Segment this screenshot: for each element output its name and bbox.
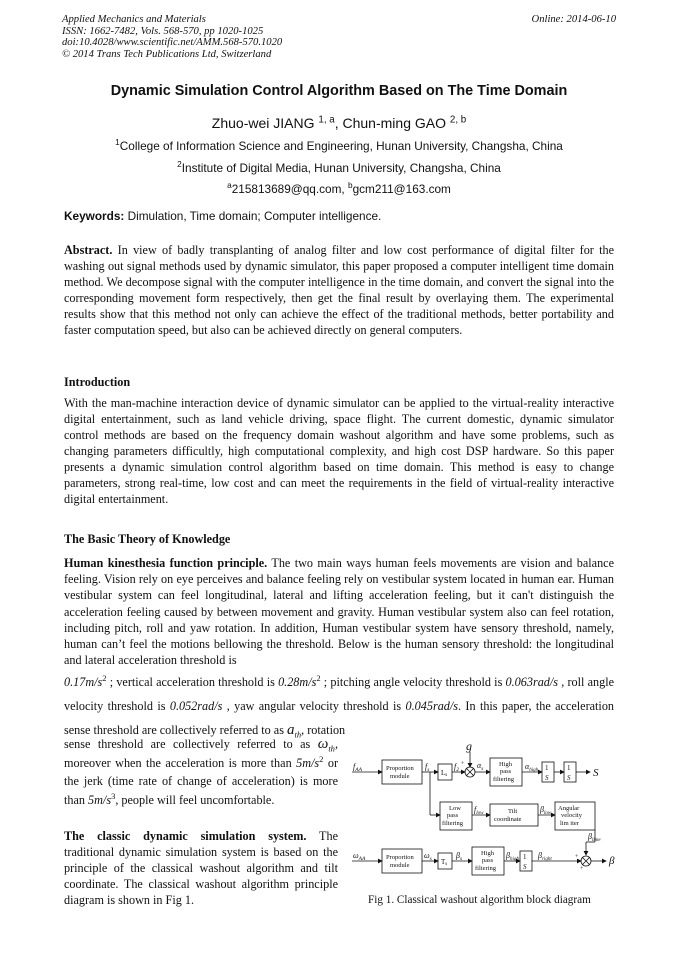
- value-1: 0.17: [64, 675, 86, 689]
- int1a-num: 1: [545, 764, 549, 772]
- kinesthesia-paragraph: [64, 555, 614, 668]
- output-beta: β: [609, 855, 615, 867]
- unit-6: m/s: [302, 755, 320, 770]
- email-b-sup: b: [347, 181, 353, 191]
- washout-block-diagram: [350, 740, 625, 890]
- author-1: Zhuo-wei JIANG: [211, 115, 315, 131]
- issn: ISSN: 1662-7482, Vols. 568-570, pp 1020-1025: [62, 25, 264, 37]
- classic-system-paragraph: [64, 828, 338, 908]
- unit-1: m/s: [85, 675, 103, 689]
- affiliation-1: [0, 139, 678, 153]
- label-f-low: $f_{low}$: [474, 805, 484, 816]
- hp2-line3: filtering: [475, 865, 496, 872]
- emails: [0, 182, 678, 196]
- int1b-num: 1: [567, 764, 571, 772]
- prop2-line2: module: [390, 862, 410, 869]
- basic-heading: The Basic Theory of Knowledge: [64, 532, 231, 546]
- label-omega-s: $\omega_s$: [424, 851, 432, 862]
- ang-line2: velocity: [561, 812, 582, 819]
- output-S: S: [593, 767, 599, 779]
- tilt-line2: coordinate: [494, 816, 522, 823]
- author-2: Chun-ming GAO: [342, 115, 446, 131]
- email-b: gcm211@163.com: [352, 182, 451, 196]
- label-alpha-high: $\alpha_{high}$: [525, 762, 539, 773]
- doi: doi:10.4028/www.scientific.net/AMM.568-570.1020: [62, 37, 283, 49]
- online-date: Online: 2014-06-10: [531, 14, 616, 25]
- label-beta-lim: $\beta_{lime}$: [588, 832, 601, 843]
- aff1-text: College of Information Science and Engineering, Hunan University, Changsha, China: [119, 139, 563, 153]
- threshold-text-6: . In this paper, the acceleration sense threshold are collectively referred to as: [64, 699, 615, 737]
- paper-title: Dynamic Simulation Control Algorithm Based on The Time Domain: [110, 83, 568, 99]
- unit-5: rad/s: [432, 699, 459, 713]
- kinesthesia-text: The two main ways human feels movements are vision and balance feeling. Vision rely on eye perceives and balance feeling rely on vestibular system located in human ear. Human vestibular system can feel longitudinal, lateral and lifting acceleration feeling, but it can't distinguish the acceleration feeling caused by between movement and gravity. Human vestibular system also can feel rotation, including pitch, roll and yaw rotation. In addition, Human vestibular system have sensory threshold, namely, human can’t feel the motions bellowing the threshold. Below is the human sensory threshold: the longitudinal and lateral acceleration threshold is: [64, 556, 614, 668]
- author-separator: ,: [334, 115, 343, 131]
- hp1-line3: filtering: [493, 776, 514, 783]
- symbol-omega: ω: [317, 736, 329, 752]
- prop1-line2: module: [390, 773, 410, 780]
- email-a-sup: a: [227, 181, 232, 191]
- value-3: 0.063: [505, 675, 533, 689]
- col-text-3: or the jerk (time rate of change of acceleration) is more than: [64, 755, 339, 807]
- threshold-text-5: , yaw angular velocity threshold is: [222, 699, 402, 713]
- int2-num: 1: [523, 853, 527, 861]
- label-f2: $f_2$: [454, 762, 459, 773]
- prop2-line1: Proportion: [386, 854, 414, 861]
- unit-2: m/s: [299, 675, 317, 689]
- proportion-block-1: [382, 760, 422, 784]
- abstract-label: Abstract.: [64, 243, 113, 257]
- proportion-block-2: [382, 849, 422, 873]
- kinesthesia-subheading: Human kinesthesia function principle.: [64, 556, 268, 570]
- threshold-text-3: ; pitching angle velocity threshold is: [320, 675, 503, 689]
- label-beta-high: $\beta_{high}$: [506, 851, 519, 862]
- journal-header: [62, 14, 282, 60]
- plus-1: +: [461, 761, 465, 767]
- threshold-paragraph: $0.17m/s^2$ ; vertical acceleration threshold is $0.28m/s^2$ ; pitching angle velocity threshold is 0.063rad/s , roll angle velocity threshold is 0.052rad/s , yaw angular velocity threshold is 0.045rad/s. In this paper, the acceleration sense threshold are collectively referred to as $a_{th}$, rotation: [64, 672, 615, 740]
- col-text-2: moreover when the acceleration is more than: [64, 755, 292, 770]
- symbol-a: a: [287, 722, 295, 738]
- col-text-4: , people will feel uncomfortable.: [115, 792, 275, 807]
- prop1-line1: Proportion: [386, 765, 414, 772]
- unit-3: rad/s: [532, 675, 559, 689]
- int1b-den: S: [567, 774, 571, 782]
- author-1-sup: 1, a: [318, 114, 335, 126]
- col-text-1: sense threshold are collectively referred to as: [64, 737, 318, 751]
- ang-line1: Angular: [558, 805, 580, 812]
- label-f-s: $f_s$: [425, 762, 430, 773]
- author-2-sup: 2, b: [449, 114, 467, 126]
- intro-heading: Introduction: [64, 375, 131, 389]
- hp2-line1: High: [481, 850, 494, 857]
- plus-3: +: [580, 866, 584, 872]
- keywords-text: Dimulation, Time domain; Computer intelligence.: [124, 209, 382, 223]
- classic-subheading: The classic dynamic simulation system.: [64, 829, 307, 843]
- email-a: 215813689@qq.com,: [231, 182, 348, 196]
- value-4: 0.052: [169, 699, 198, 713]
- label-f-aa: $f_{AA}$: [353, 762, 362, 773]
- symbol-omega-sub: th: [328, 743, 335, 754]
- aff1-sup: 1: [115, 138, 120, 148]
- lp-line3: filtering: [442, 820, 463, 827]
- label-beta-right: $\beta_{right}$: [538, 851, 552, 862]
- label-beta-low: $\beta_{low}$: [540, 805, 552, 816]
- hp1-line1: High: [499, 761, 512, 768]
- abstract-text: In view of badly transplanting of analog filter and low cost performance of digital filter for the washing out signal methods used by dynamic simulator, this paper proposed a computer intelligent time domain method. We decompose signal with the computer intelligence in the time domain, and convert the signal into the corresponding movement form respectively, then get the final result by overlaying them. The experimental results show that this method not only can achieve the effect of the traditional methods, better portability and faster computation speed, but also can be achieved directly on general computers.: [64, 243, 614, 337]
- unit-7: m/s: [94, 792, 112, 807]
- hp1-line2: pass: [500, 768, 512, 775]
- label-beta-s: $\beta_s$: [456, 851, 463, 862]
- int1a-den: S: [545, 774, 549, 782]
- threshold-text-4: , roll angle velocity threshold is: [64, 675, 615, 713]
- label-ts: Ts: [441, 858, 448, 867]
- keywords-label: Keywords:: [64, 209, 125, 223]
- abstract: [64, 242, 614, 338]
- label-g: g: [466, 740, 472, 753]
- affiliation-2: [0, 161, 678, 175]
- label-alpha-s: $\alpha_s$: [477, 761, 484, 772]
- ang-line3: lim iter: [560, 820, 579, 827]
- value-6: 5: [296, 755, 303, 770]
- figure-caption: Fig 1. Classical washout algorithm block diagram: [368, 894, 591, 906]
- aff2-text: Institute of Digital Media, Hunan University, Changsha, China: [181, 161, 501, 175]
- journal-name: Applied Mechanics and Materials: [62, 14, 206, 25]
- authors: [0, 115, 678, 131]
- unit-4: rad/s: [197, 699, 223, 713]
- symbol-a-sub: th: [294, 729, 302, 740]
- aff2-sup: 2: [177, 160, 182, 170]
- intro-text: With the man-machine interaction device of dynamic simulator can be applied to the virtual-reality interactive digital entertainment, such as land vehicle driving, space flight. The current domestic, dynamic simulator control methods are based on the frequency domain washout algorithm and have some problems, such as changing parameters difficultly, high computational complexity, and high cost DSP hardware. So this paper presents a dynamic simulation control algorithm based on time domain. This method is easy to change parameters, strong real-time, low cost and can meet the requirements in the field of virtual-reality interactive digital entertainment.: [64, 396, 614, 506]
- keywords: [64, 209, 381, 223]
- value-5: 0.045: [405, 699, 433, 713]
- plus-2: +: [575, 854, 579, 860]
- lp-line2: pass: [447, 812, 459, 819]
- lp-line1: Low: [449, 805, 461, 812]
- copyright: © 2014 Trans Tech Publications Ltd, Switzerland: [62, 48, 272, 60]
- value-7: 5: [88, 792, 95, 807]
- classic-text: The traditional dynamic simulation system is based on the principle of the classical washout algorithm and tilt coordinate. The classical washout algorithm principle diagram is shown in Fig 1.: [64, 829, 338, 907]
- threshold-text-7: , rotation: [301, 723, 346, 737]
- int2-den: S: [523, 863, 527, 871]
- left-column: sense threshold are collectively referred to as $\omega_{th}$, moreover when the acceleration is more than $5m/s^2$ or the jerk (time rate of change of acceleration) is more than $5m/s^3$, people will feel uncomfortable.: [64, 736, 339, 807]
- hp2-line2: pass: [482, 857, 494, 864]
- label-omega-aa: $\omega_{AA}$: [353, 851, 366, 862]
- tilt-line1: Tilt: [508, 808, 518, 815]
- value-2: 0.28: [278, 675, 300, 689]
- label-ls: Ls: [441, 769, 448, 778]
- threshold-text-2: ; vertical acceleration threshold is: [106, 675, 279, 689]
